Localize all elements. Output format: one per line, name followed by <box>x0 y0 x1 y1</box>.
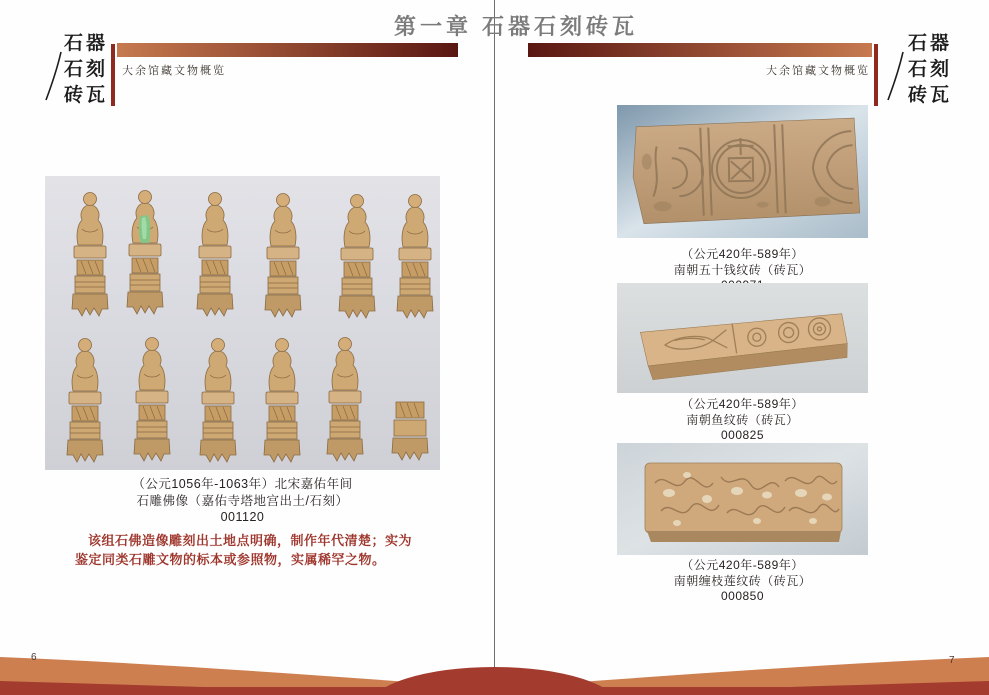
artifact-date: （公元1056年-1063年）北宋嘉佑年间 <box>132 477 353 491</box>
artifact-name: 南朝鱼纹砖（砖瓦） <box>686 412 799 427</box>
coin-pattern-brick-photo <box>617 105 868 238</box>
series-logo-right <box>908 30 958 108</box>
artifact-description: 该组石佛造像雕刻出土地点明确，制作年代清楚；实为鉴定同类石雕文物的标本或参照物，实属稀罕之物。 <box>75 534 413 568</box>
footer-wave-decoration <box>0 633 989 695</box>
artifact-name: 石雕佛像（嘉佑寺塔地宫出土/石刻） <box>136 493 349 508</box>
page-divider-line <box>494 0 495 695</box>
collection-tagline-right: 大余馆藏文物概览 <box>766 64 870 77</box>
buddha-figurines-photo <box>45 176 440 470</box>
artifact-id: 000850 <box>720 589 765 603</box>
logo-line: 石器 <box>64 32 109 54</box>
artifact-date: （公元420年-589年） <box>681 558 804 572</box>
artifact-caption <box>617 397 868 444</box>
calligraphy-slash-icon <box>886 50 906 102</box>
artifact-caption <box>45 476 440 526</box>
chapter-title: 第一章 石器石刻砖瓦 <box>393 14 639 39</box>
logo-line: 石刻 <box>64 58 109 80</box>
artifact-name: 南朝五十钱纹砖（砖瓦） <box>673 262 812 277</box>
header-gradient-bar-right <box>528 43 872 57</box>
logo-line: 砖瓦 <box>64 84 109 106</box>
header-red-rule-right <box>874 44 878 106</box>
series-logo-left <box>64 30 114 108</box>
lotus-scroll-brick-photo <box>617 443 868 555</box>
page-number-left: 6 <box>31 652 37 663</box>
artifact-id: 001120 <box>220 510 265 524</box>
logo-line: 砖瓦 <box>908 84 953 106</box>
artifact-date: （公元420年-589年） <box>681 247 804 261</box>
artifact-caption <box>617 558 868 605</box>
fish-pattern-brick-photo <box>617 283 868 393</box>
artifact-date: （公元420年-589年） <box>681 397 804 411</box>
calligraphy-slash-icon <box>44 50 64 102</box>
header-gradient-bar-left <box>117 43 458 57</box>
artifact-id: 000825 <box>720 428 765 442</box>
logo-line: 石器 <box>908 32 953 54</box>
collection-tagline-left: 大余馆藏文物概览 <box>122 64 226 77</box>
logo-line: 石刻 <box>908 58 953 80</box>
page-number-right: 7 <box>949 655 955 666</box>
artifact-name: 南朝缠枝莲纹砖（砖瓦） <box>673 573 812 588</box>
